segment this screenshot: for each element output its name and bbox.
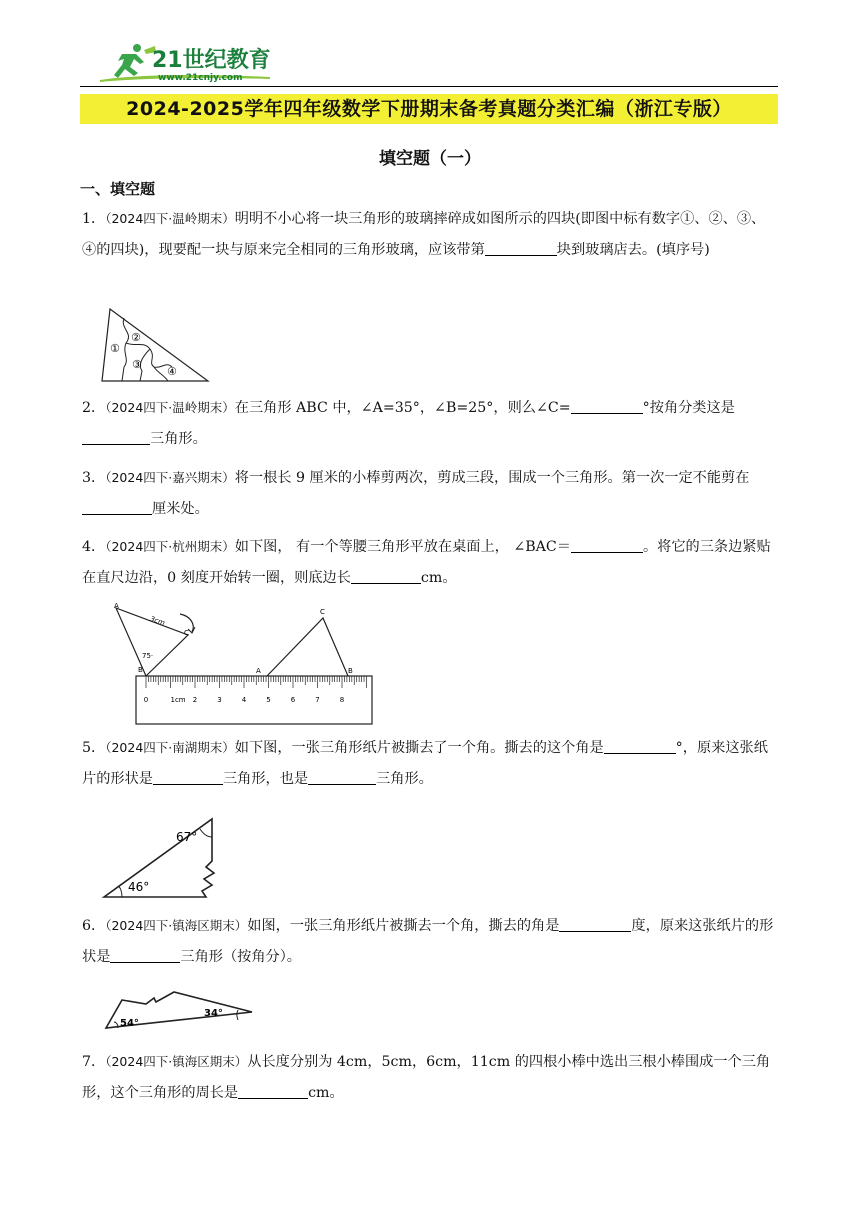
question-text: 度，原来这张纸片的形状是 [82,918,774,965]
vertex-b-label: B [138,666,143,674]
question-7 [82,1046,778,1109]
ruler-number: 5 [266,696,271,704]
question-source: （2024四下·南湖期末） [105,740,235,755]
question-2 [82,392,778,455]
question-1 [82,203,778,266]
ruler-number: 7 [315,696,320,704]
answer-blank[interactable] [308,770,376,785]
question-number: 1． [82,211,106,227]
question-text: 从长度分别为 4cm，5cm，6cm，11cm 的四根小棒中选出三根小棒围成一个三角形，这个三角形的周长是 [82,1054,771,1101]
question-text: 在三角形 ABC 中，∠A=35°，∠B=25°，则么∠C= [234,400,571,416]
angle-label: 34° [204,1008,223,1019]
question-text: cm。 [308,1085,344,1101]
question-text: 将一根长 9 厘米的小棒剪两次，剪成三段，围成一个三角形。第一次一定不能剪在 [234,470,750,486]
answer-blank[interactable] [153,770,223,785]
torn-triangle-figure-6 [104,990,256,1032]
page-subtitle: 填空题（一） [379,149,481,169]
vertex-a-label: A [114,602,119,610]
question-source: （2024四下·嘉兴期末） [105,470,235,485]
piece-label: ② [131,331,141,344]
answer-blank[interactable] [571,538,643,553]
answer-blank[interactable] [604,739,676,754]
question-number: 5． [82,740,106,756]
page-title: 2024-2025学年四年级数学下册期末备考真题分类汇编（浙江专版） [80,94,778,124]
ruler-number: 6 [290,696,296,704]
header-rule [80,86,778,87]
torn-triangle-figure-5 [100,815,220,901]
angle-label: 67° [176,830,198,844]
piece-label: ④ [167,365,177,378]
question-text: 厘米处。 [152,501,209,517]
question-text: 三角形。 [376,771,433,787]
ruler-number: 3 [217,696,222,704]
question-text: °，原来这张纸片的形状是 [82,740,768,787]
side-length-label: 3cm [148,614,166,628]
answer-blank[interactable] [110,948,180,963]
angle-label: 54° [120,1018,139,1029]
question-source: （2024四下·杭州期末） [105,539,235,554]
ruler-number: 2 [192,696,198,704]
question-text: 三角形（按角分）。 [180,949,301,965]
question-source: （2024四下·温岭期末） [105,400,235,415]
question-source: （2024四下·镇海区期末） [105,918,248,933]
answer-blank[interactable] [82,500,152,515]
question-number: 6． [82,918,106,934]
vertex-c-label: C [320,608,325,616]
ruler-number: 1cm [170,696,186,704]
answer-blank[interactable] [82,430,150,445]
ruler-triangle-figure [108,600,376,726]
answer-blank[interactable] [571,399,643,414]
ruler-number: 0 [143,696,149,704]
question-number: 7． [82,1054,106,1070]
vertex-b-label: B [348,667,353,675]
logo-main-text: 21世纪教育 [152,48,271,73]
question-text: 如下图，一张三角形纸片被撕去了一个角。撕去的这个角是 [234,740,604,756]
question-text: 块到玻璃店去。(填序号) [556,242,710,258]
answer-blank[interactable] [485,241,557,256]
answer-blank[interactable] [351,569,421,584]
angle-label: 75· [142,652,154,660]
answer-blank[interactable] [559,917,631,932]
question-number: 2． [82,400,106,416]
question-text: 如图，一张三角形纸片被撕去一个角，撕去的角是 [247,918,560,934]
question-text: 三角形。 [150,431,207,447]
question-text: °按角分类这是 [642,400,735,416]
question-source: （2024四下·温岭期末） [105,211,235,226]
question-number: 4． [82,539,106,555]
question-source: （2024四下·镇海区期末） [105,1054,248,1069]
question-3 [82,462,778,525]
question-4 [82,531,778,594]
vertex-c-label: C [184,629,189,637]
question-text: 三角形，也是 [222,771,309,787]
question-text: 。将它的三条边紧贴在直尺边沿，0 刻度开始转一圈，则底边长 [82,539,771,586]
ruler-number: 4 [241,696,247,704]
section-heading: 一、填空题 [80,180,156,198]
question-6 [82,910,778,973]
piece-label: ③ [132,358,142,371]
broken-glass-figure [100,305,212,385]
question-number: 3． [82,470,106,486]
piece-label: ① [110,342,120,355]
logo-sub-text: www.21cnjy.com [158,73,243,83]
question-5 [82,732,778,795]
answer-blank[interactable] [238,1084,308,1099]
triangle-on-ruler [267,618,348,676]
question-text: 如下图， 有一个等腰三角形平放在桌面上， ∠BAC＝ [234,539,571,555]
ruler-number: 8 [339,696,345,704]
question-text: cm。 [420,570,457,586]
question-text: 明明不小心将一块三角形的玻璃摔碎成如图所示的四块(即图中标有数字①、②、③、④的四块)，现要配一块与原来完全相同的三角形玻璃，应该带第 [82,211,766,258]
vertex-a-label: A [256,667,261,675]
angle-label: 46° [128,880,150,894]
brand-logo [100,40,280,86]
